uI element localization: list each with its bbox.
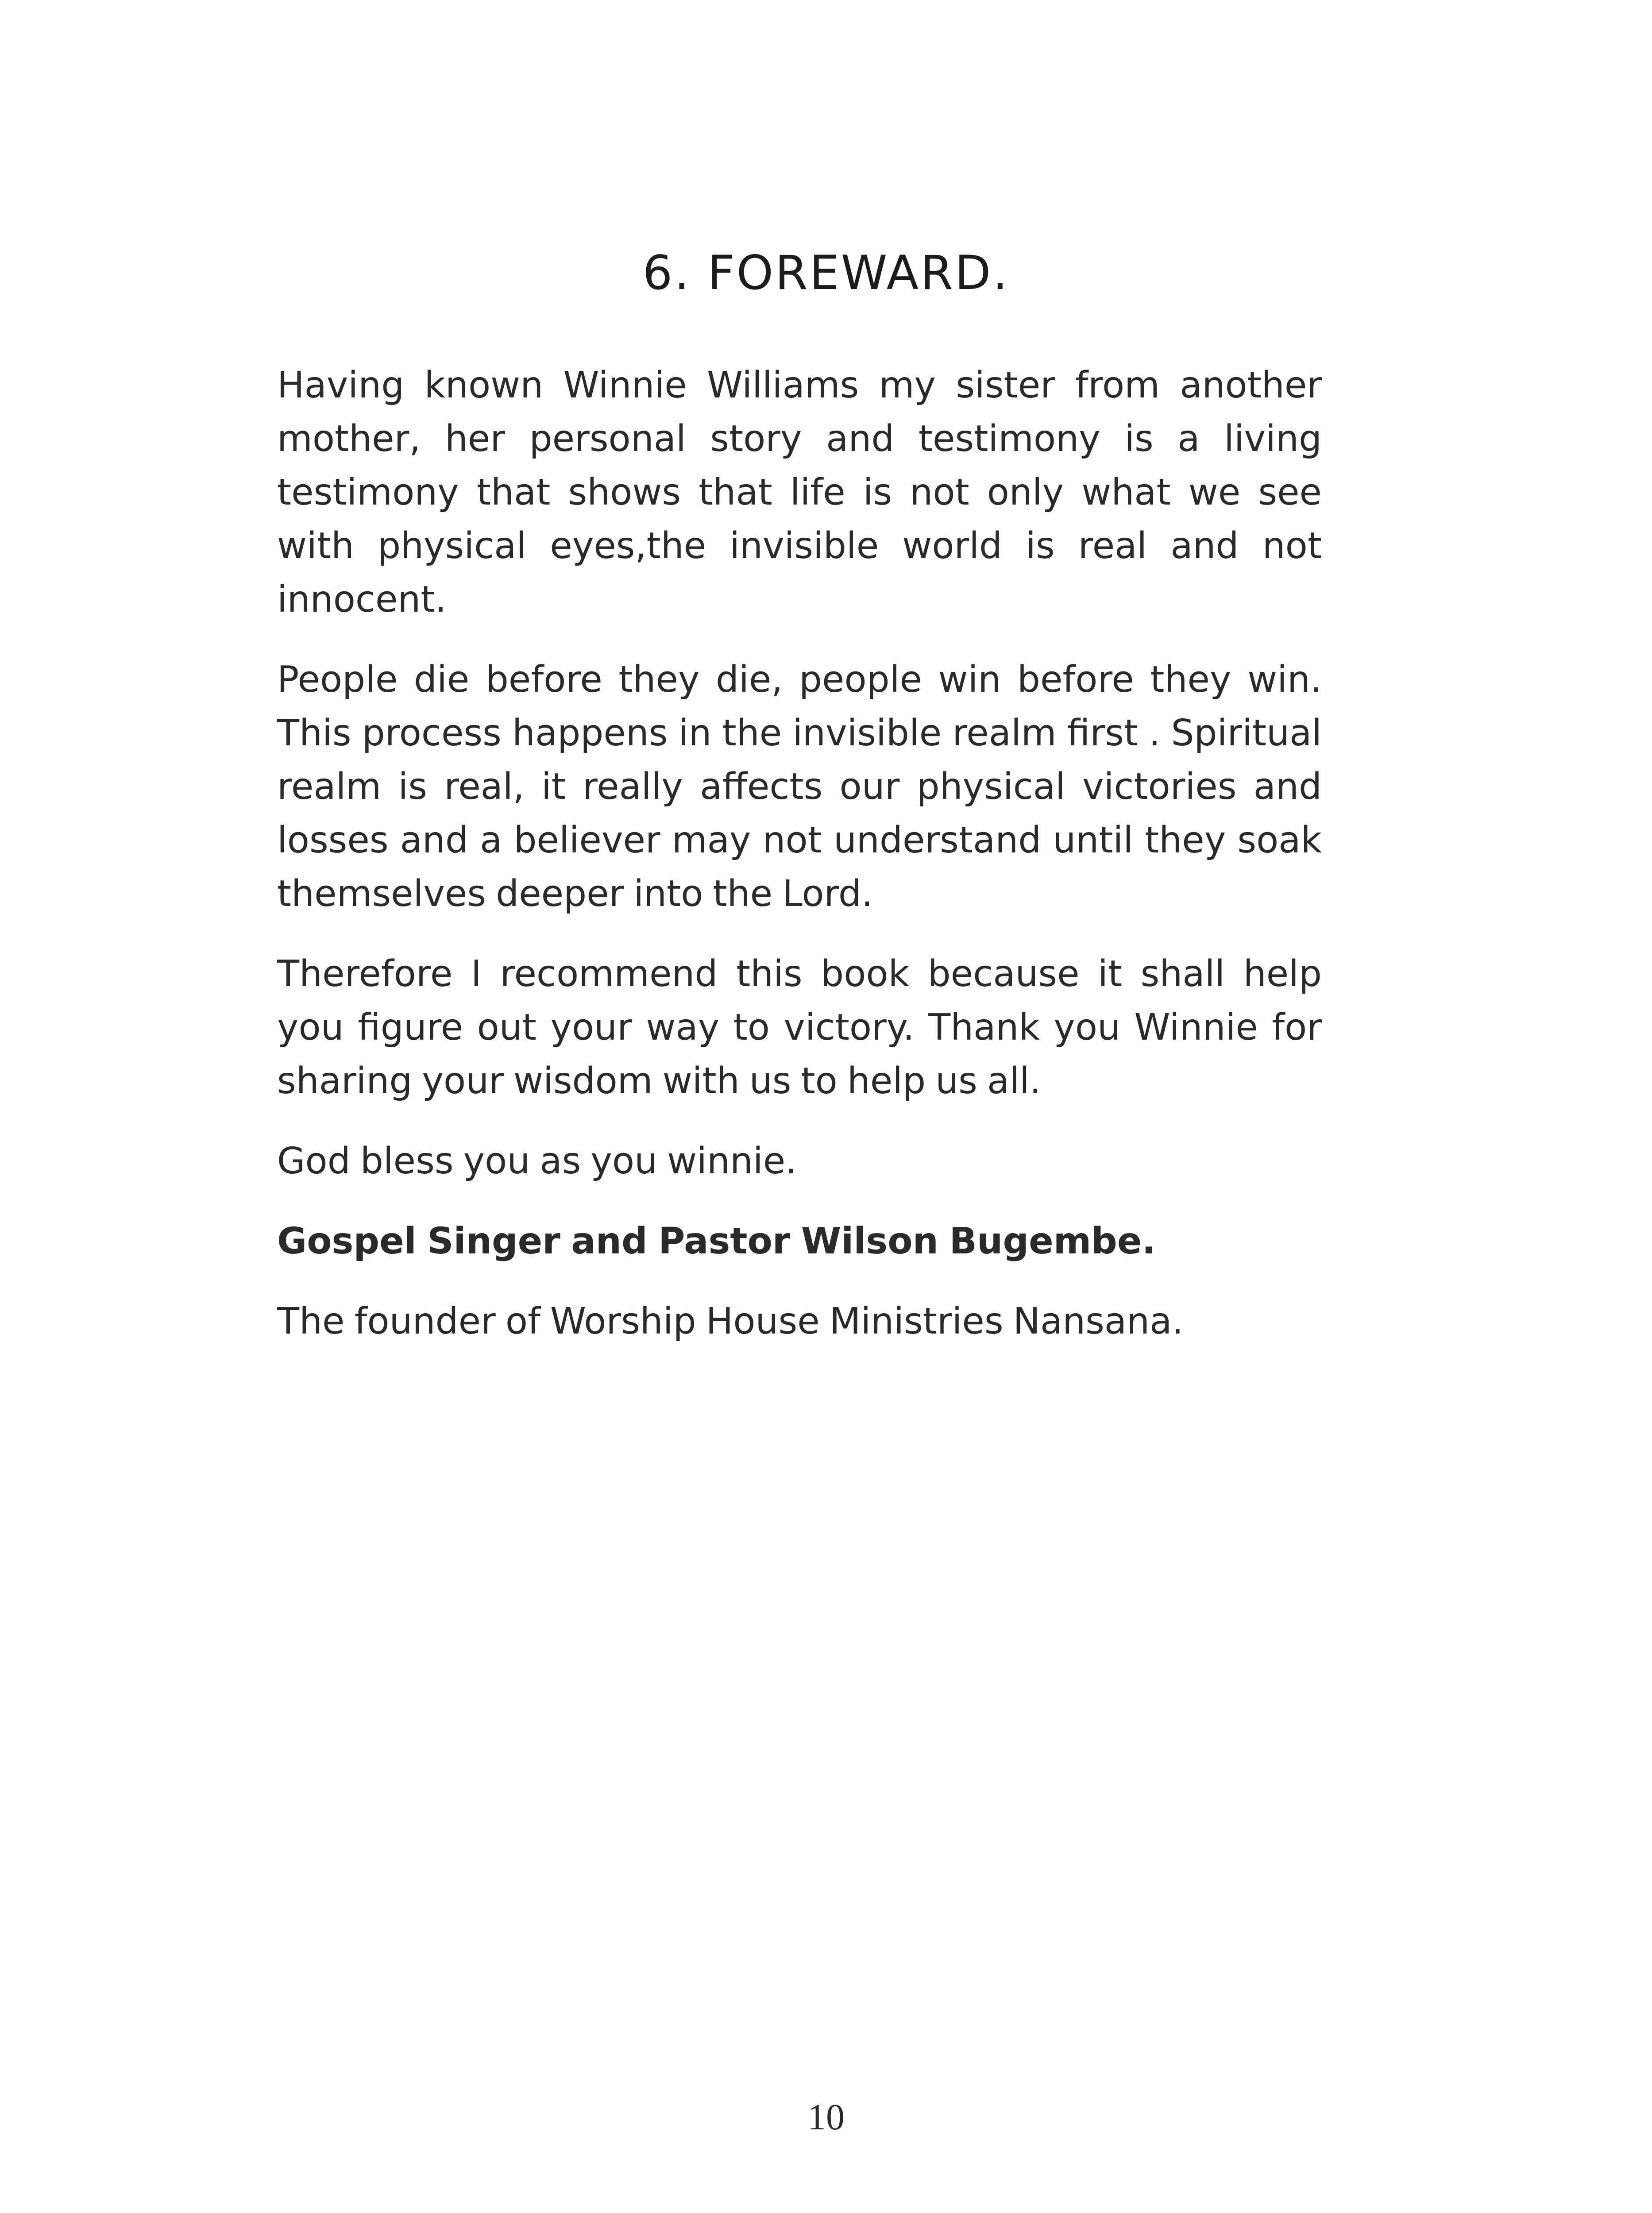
paragraph-2: People die before they die, people win before they win. This process happens in the invisible realm first . Spiritual realm is real, it really affects our physical victories and losses and a believer may not understand until they soak themselves deeper into the Lord.: [277, 659, 1322, 915]
affiliation-line: The founder of Worship House Ministries Nansana.: [277, 1300, 1184, 1342]
foreword-body: [277, 359, 1322, 1375]
paragraph-1: Having known Winnie Williams my sister from another mother, her personal story and testimony is a living testimony that shows that life is not only what we see with physical eyes,the invisible world is real and not innocent.: [277, 364, 1322, 621]
paragraph-3: Therefore I recommend this book because it shall help you figure out your way to victory. Thank you Winnie for sharing your wisdom with us to help us all.: [277, 953, 1322, 1102]
page-number: 10: [807, 2097, 845, 2138]
signature-line: Gospel Singer and Pastor Wilson Bugembe.: [277, 1220, 1156, 1262]
chapter-heading: 6. FOREWARD.: [642, 246, 1010, 300]
paragraph-4: God bless you as you winnie.: [277, 1140, 797, 1182]
